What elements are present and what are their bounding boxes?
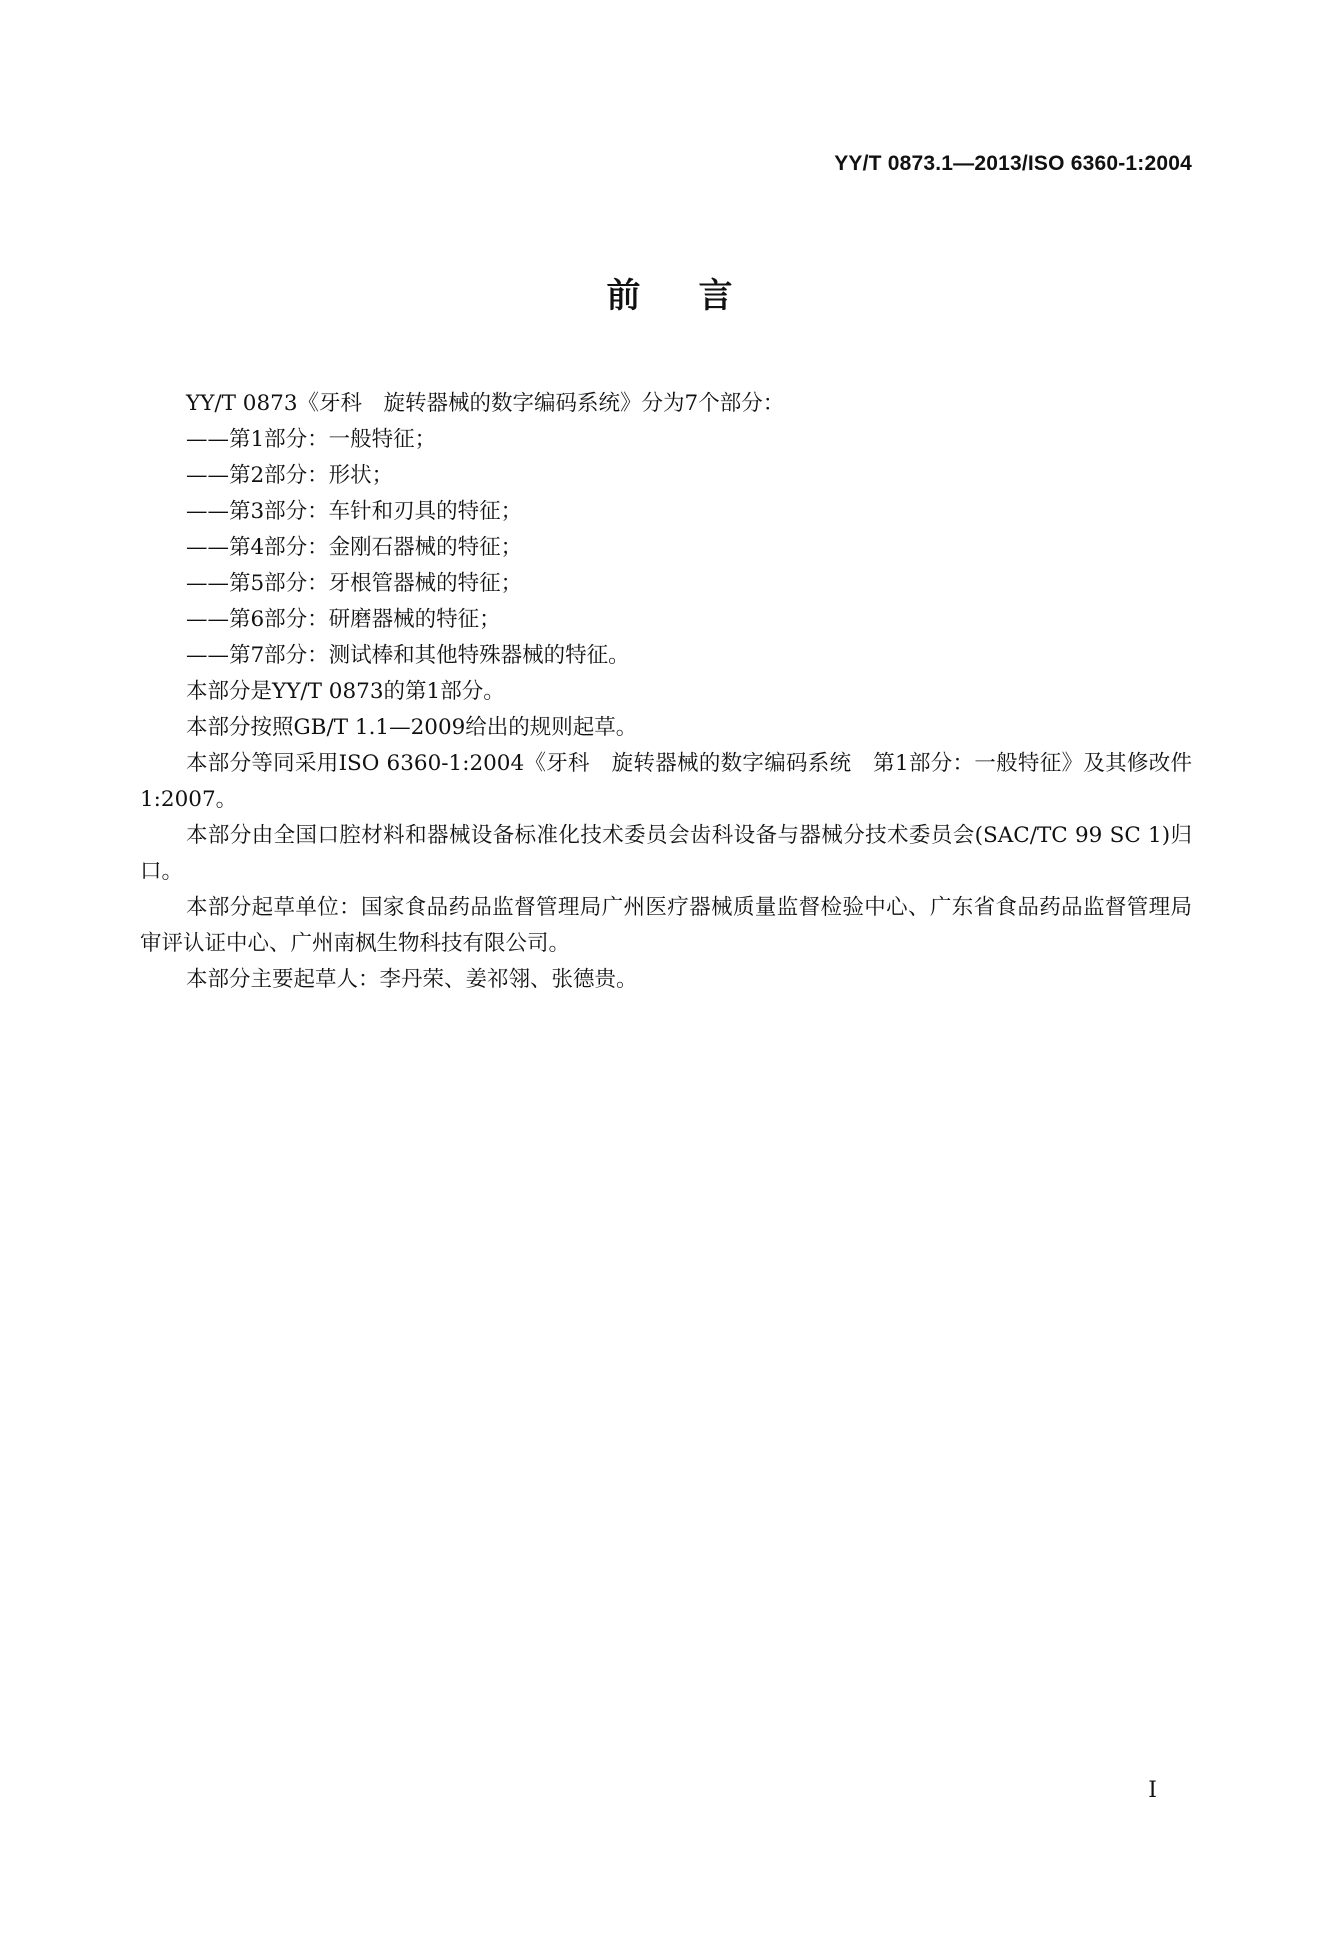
paragraph-drafting-rules: 本部分按照GB/T 1.1—2009给出的规则起草。 bbox=[186, 715, 638, 740]
part-item-5: ——第5部分：牙根管器械的特征； bbox=[186, 571, 523, 596]
part-item-6: ——第6部分：研磨器械的特征； bbox=[186, 607, 501, 632]
part-item-1: ——第1部分：一般特征； bbox=[186, 427, 437, 452]
paragraph-drafters: 本部分主要起草人：李丹荣、姜祁翎、张德贵。 bbox=[186, 967, 638, 992]
page-title: 前言 bbox=[606, 276, 791, 316]
part-item-2: ——第2部分：形状； bbox=[186, 463, 394, 488]
paragraph-committee: 本部分由全国口腔材料和器械设备标准化技术委员会齿科设备与器械分技术委员会(SAC/TC 99 SC 1)归口。 bbox=[140, 823, 1192, 884]
part-item-4: ——第4部分：金刚石器械的特征； bbox=[186, 535, 523, 560]
document-body bbox=[140, 386, 1192, 998]
paragraph-drafting-units: 本部分起草单位：国家食品药品监督管理局广州医疗器械质量监督检验中心、广东省食品药品监督管理局审评认证中心、广州南枫生物科技有限公司。 bbox=[140, 895, 1192, 956]
paragraph-part-of: 本部分是YY/T 0873的第1部分。 bbox=[186, 679, 505, 704]
part-item-7: ——第7部分：测试棒和其他特殊器械的特征。 bbox=[186, 643, 630, 668]
part-item-3: ——第3部分：车针和刃具的特征； bbox=[186, 499, 523, 524]
intro-paragraph: YY/T 0873《牙科 旋转器械的数字编码系统》分为7个部分： bbox=[186, 391, 785, 416]
page-number: I bbox=[1148, 1778, 1157, 1803]
standard-number: YY/T 0873.1—2013/ISO 6360-1:2004 bbox=[834, 152, 1192, 175]
paragraph-adoption: 本部分等同采用ISO 6360-1:2004《牙科 旋转器械的数字编码系统 第1部分：一般特征》及其修改件1:2007。 bbox=[140, 751, 1192, 812]
